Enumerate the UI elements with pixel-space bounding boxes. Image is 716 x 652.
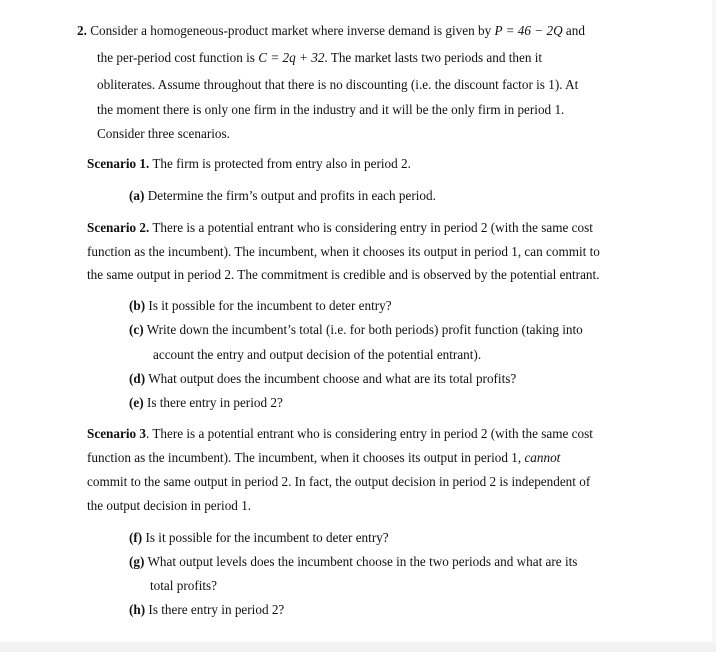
cost-equation: C = 2q + 32 <box>258 50 325 65</box>
question-intro-line-4: the moment there is only one firm in the industry and it will be the only firm in period 1. <box>97 102 565 117</box>
question-intro-line-3: obliterates. Assume throughout that there is no discounting (i.e. the discount factor is 1). At <box>97 77 579 92</box>
question-intro-line-1: 2. Consider a homogeneous-product market where inverse demand is given by P = 46 − 2Q and <box>77 23 585 38</box>
question-intro-line-5: Consider three scenarios. <box>97 126 230 141</box>
scenario-3-item-h: (h) Is there entry in period 2? <box>129 602 285 617</box>
scenario-2-line-2: function as the incumbent). The incumbent, when it chooses its output in period 1, can commit to <box>87 244 600 259</box>
scenario-3-line-2: function as the incumbent). The incumbent, when it chooses its output in period 1, cannot <box>87 450 561 465</box>
scenario-3-line-3: commit to the same output in period 2. In fact, the output decision in period 2 is independent of <box>87 474 591 489</box>
question-intro-line-2: the per-period cost function is C = 2q + 32. The market lasts two periods and then it <box>97 50 543 65</box>
scenario-3-heading: Scenario 3 <box>87 426 146 441</box>
scenario-2-item-e: (e) Is there entry in period 2? <box>129 395 283 410</box>
scenario-2-line-1: Scenario 2. There is a potential entrant who is considering entry in period 2 (with the same cost <box>87 220 593 235</box>
scenario-1-heading: Scenario 1. <box>87 156 150 171</box>
scenario-3-item-g: (g) What output levels does the incumbent choose in the two periods and what are its <box>129 554 578 569</box>
page-edge-right <box>712 0 716 652</box>
scenario-2-item-c-continued: account the entry and output decision of the potential entrant). <box>153 347 482 362</box>
scenario-3-line-4: the output decision in period 1. <box>87 498 252 513</box>
scenario-3-item-f: (f) Is it possible for the incumbent to deter entry? <box>129 530 389 545</box>
demand-equation: P = 46 − 2Q <box>494 23 563 38</box>
scenario-2-heading: Scenario 2. <box>87 220 150 235</box>
scenario-2-line-3: the same output in period 2. The commitment is credible and is observed by the potential entrant. <box>87 267 600 282</box>
scenario-1-item-a: (a) Determine the firm’s output and profits in each period. <box>129 188 436 203</box>
scenario-3-line-1: Scenario 3. There is a potential entrant who is considering entry in period 2 (with the same cost <box>87 426 593 441</box>
scenario-2-item-b: (b) Is it possible for the incumbent to deter entry? <box>129 298 392 313</box>
page-edge-bottom <box>0 642 716 652</box>
scenario-1-heading-line: Scenario 1. The firm is protected from entry also in period 2. <box>87 156 411 171</box>
question-number: 2. <box>77 23 87 38</box>
scenario-3-item-g-continued: total profits? <box>150 578 218 593</box>
scenario-2-item-d: (d) What output does the incumbent choose and what are its total profits? <box>129 371 517 386</box>
scenario-2-item-c: (c) Write down the incumbent’s total (i.e. for both periods) profit function (taking into <box>129 322 583 337</box>
cannot-emphasis: cannot <box>524 450 561 465</box>
